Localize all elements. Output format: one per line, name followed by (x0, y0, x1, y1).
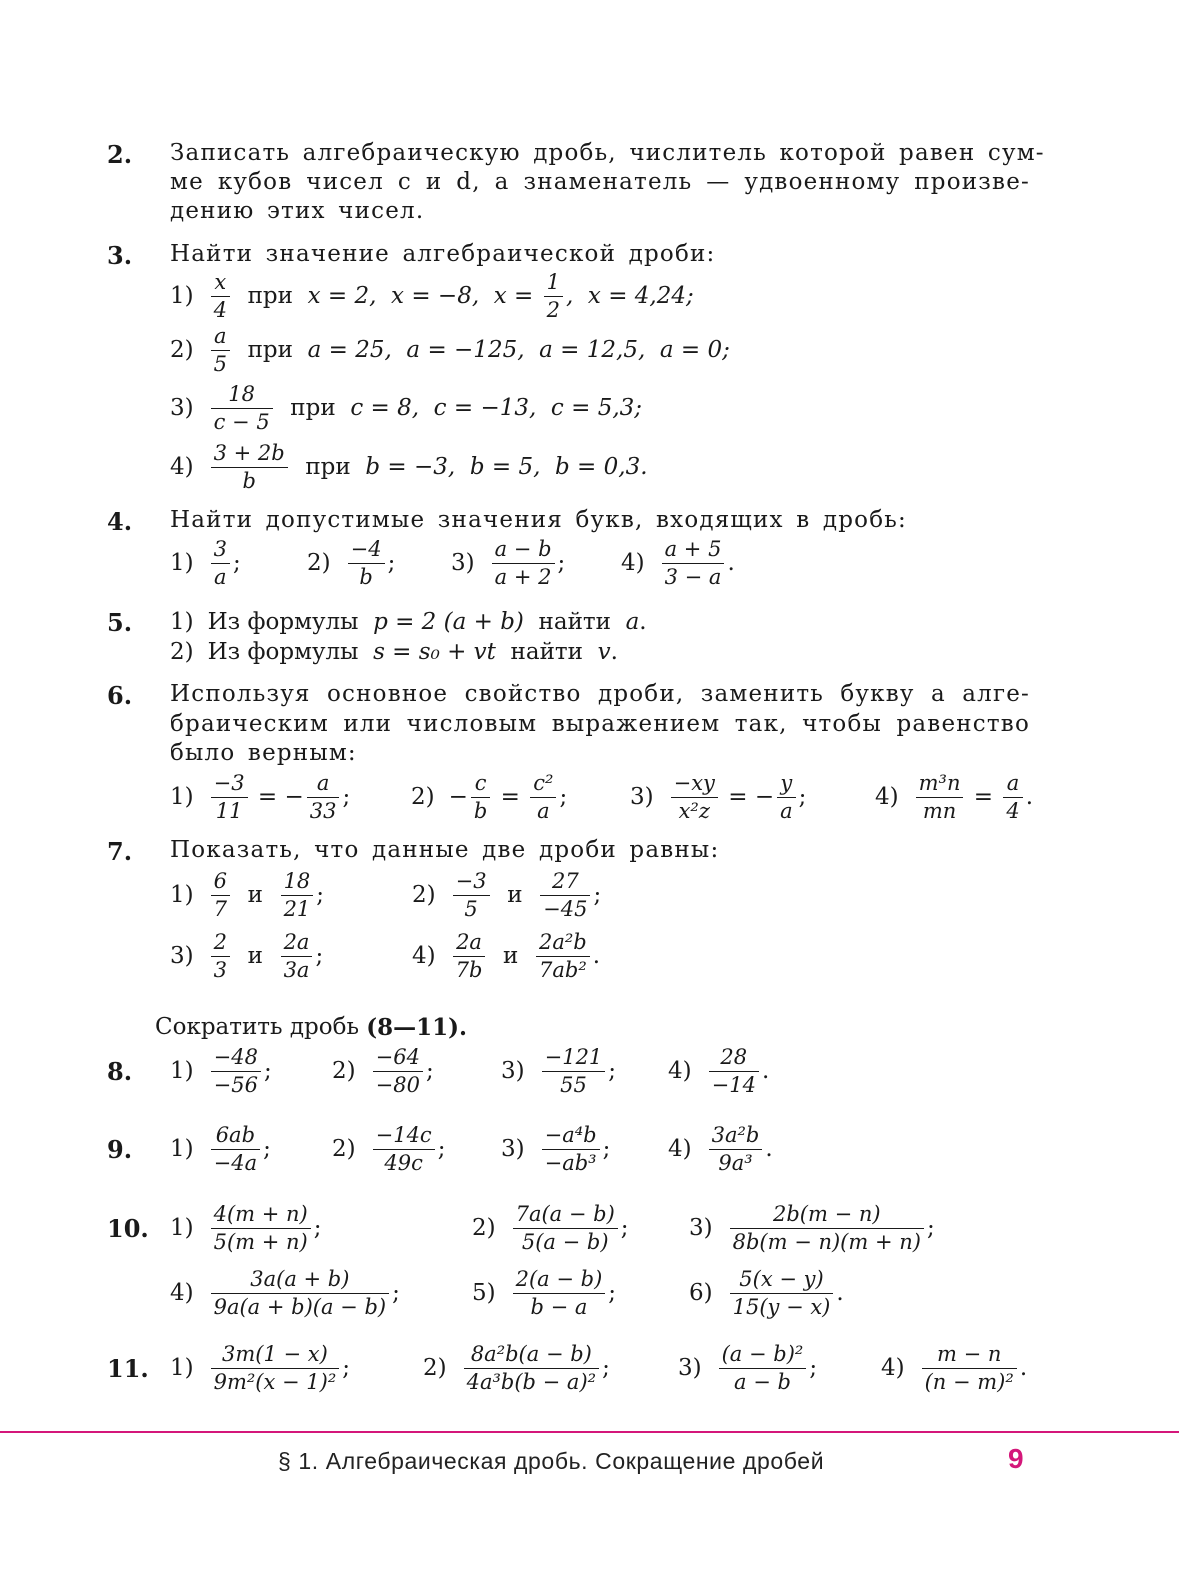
fraction-numerator: 1 (544, 269, 563, 297)
fraction-denominator: −45 (543, 896, 588, 921)
section-heading-text: Сократить дробь (155, 1014, 367, 1040)
problem-number (107, 486, 132, 556)
fraction (453, 929, 486, 984)
fraction-numerator: 8a²b(a − b) (464, 1341, 599, 1369)
fraction-denominator: 9a³ (718, 1150, 753, 1175)
fraction-denominator: −ab³ (544, 1150, 597, 1175)
fraction-numerator: −3 (211, 770, 248, 798)
exercise-item (501, 1036, 616, 1106)
fraction (211, 1044, 261, 1099)
fraction (453, 868, 490, 923)
item-label: 3) (451, 550, 475, 576)
fraction (281, 929, 313, 984)
fraction-denominator: 4 (213, 297, 227, 322)
math-expression: x = 2, x = −8, x = (307, 283, 541, 309)
text-fragment: при (290, 454, 366, 480)
fraction-numerator: 2a (281, 929, 313, 957)
fraction (471, 770, 490, 825)
text-fragment: . (836, 1280, 844, 1306)
text-fragment: . (727, 550, 735, 576)
fraction (922, 1341, 1017, 1396)
fraction-denominator: 3a (283, 957, 310, 982)
exercise-item (875, 762, 1033, 832)
problem-number-label: 4. (107, 506, 133, 536)
exercise-item (411, 762, 567, 832)
item-label: 4) (170, 454, 194, 480)
problem-number (107, 1036, 132, 1106)
fraction-numerator: (a − b)² (719, 1341, 807, 1369)
fraction (211, 536, 230, 591)
item-label: 1) (170, 1136, 194, 1162)
fraction (671, 770, 718, 825)
fraction (542, 1122, 600, 1177)
text-fragment: при (232, 283, 308, 309)
fraction-numerator: m − n (922, 1341, 1017, 1369)
fraction-denominator: 21 (283, 896, 311, 921)
fraction (211, 381, 273, 436)
text-fragment: при (232, 337, 308, 363)
fraction-numerator: 18 (281, 868, 314, 896)
math-expression: = (493, 784, 528, 810)
math-expression: = − (720, 784, 775, 810)
fraction-denominator: b (242, 468, 256, 493)
fraction-numerator: 28 (709, 1044, 759, 1072)
item-label: 3) (689, 1215, 713, 1241)
problem-text: Найти допустимые значения букв, входящих в дробь: (170, 507, 907, 533)
exercise-item (423, 1333, 610, 1403)
text-fragment: ; (593, 882, 602, 908)
text-fragment: ; (315, 943, 324, 969)
exercise-item (678, 1333, 817, 1403)
fraction (662, 536, 725, 591)
fraction (211, 1266, 389, 1321)
fraction (730, 1201, 924, 1256)
fraction-denominator: a (214, 564, 227, 589)
fraction-denominator: −80 (375, 1072, 420, 1097)
fraction-denominator: c − 5 (213, 409, 270, 434)
item-label: 3) (170, 943, 194, 969)
exercise-item (170, 1193, 322, 1263)
item-label: 4) (875, 784, 899, 810)
text-fragment: и (232, 943, 278, 969)
problem-number (107, 220, 132, 290)
problem-text: ме кубов чисел c и d, а знаменатель — удвоенному произве- (170, 169, 1030, 195)
text-fragment: ; (232, 550, 241, 576)
exercise-item (332, 1114, 445, 1184)
fraction-numerator: 6 (211, 868, 230, 896)
fraction-numerator: 5(x − y) (730, 1266, 834, 1294)
fraction-denominator: 9a(a + b)(a − b) (213, 1294, 387, 1319)
fraction-denominator: 11 (215, 798, 243, 823)
fraction-numerator: −a⁴b (542, 1122, 600, 1150)
fraction-numerator: −121 (542, 1044, 606, 1072)
text-fragment: ; (313, 1215, 322, 1241)
problem-text: было верным: (170, 740, 357, 766)
problem-number (107, 1333, 149, 1403)
problem-number (107, 1193, 149, 1263)
exercise-item (170, 1333, 350, 1403)
math-expression: = (966, 784, 1001, 810)
text-fragment: ; (316, 882, 325, 908)
problem-text: Используя основное свойство дроби, заменить букву a алге- (170, 681, 1030, 707)
problem-number (107, 119, 132, 189)
fraction (211, 770, 248, 825)
fraction-numerator: 3a(a + b) (211, 1266, 389, 1294)
section-heading-range: (8—11). (366, 1013, 468, 1041)
fraction (730, 1266, 834, 1321)
fraction-numerator: −xy (671, 770, 718, 798)
text-fragment: . (765, 1136, 773, 1162)
item-label: 5) (472, 1280, 496, 1306)
item-label: 1) (170, 1355, 194, 1381)
exercise-item (170, 617, 618, 687)
fraction (536, 929, 590, 984)
fraction (373, 1044, 423, 1099)
fraction-denominator: 15(y − x) (732, 1294, 831, 1319)
fraction (1003, 770, 1022, 825)
fraction-numerator: 3 (211, 536, 230, 564)
item-label: 3) (501, 1136, 525, 1162)
text-fragment: ; (608, 1058, 617, 1084)
fraction-denominator: 33 (309, 798, 337, 823)
fraction (709, 1122, 763, 1177)
fraction-numerator: 7a(a − b) (513, 1201, 618, 1229)
math-expression: p = 2 (a + b) (373, 609, 524, 635)
item-label: 6) (689, 1280, 713, 1306)
item-label: 1) (170, 609, 194, 635)
item-label: 4) (668, 1136, 692, 1162)
text-fragment: Из формулы (207, 609, 374, 635)
fraction-denominator: 9m²(x − 1)² (213, 1369, 337, 1394)
text-fragment: ; (342, 784, 351, 810)
fraction-numerator: 2 (211, 929, 230, 957)
item-label: 4) (412, 943, 436, 969)
fraction-denominator: 7ab² (539, 957, 587, 982)
fraction (530, 770, 556, 825)
fraction (211, 1341, 340, 1396)
fraction (464, 1341, 599, 1396)
exercise-item (412, 921, 600, 991)
exercise-item (170, 1036, 272, 1106)
text-fragment: ; (602, 1355, 610, 1381)
fraction-numerator: c² (530, 770, 556, 798)
fraction (916, 770, 964, 825)
fraction-numerator: x (211, 269, 230, 297)
text-fragment: ; (263, 1136, 271, 1162)
item-label: 2) (170, 337, 194, 363)
text-fragment: при (275, 395, 351, 421)
fraction-numerator: a (1003, 770, 1022, 798)
exercise-item (472, 1258, 616, 1328)
fraction-numerator: c (471, 770, 490, 798)
text-fragment: . (639, 609, 647, 635)
problem-number (107, 660, 132, 730)
item-label: 3) (170, 395, 194, 421)
problem-text: дению этих чисел. (170, 198, 425, 224)
item-label: 3) (630, 784, 654, 810)
fraction (211, 323, 230, 378)
fraction-denominator: 3 − a (664, 564, 722, 589)
problem-number-label: 5. (107, 607, 133, 637)
problem-number-label: 10. (107, 1213, 149, 1243)
item-label: 2) (332, 1058, 356, 1084)
math-expression: c = 8, c = −13, c = 5,3; (350, 395, 643, 421)
item-label: 2) (332, 1136, 356, 1162)
problem-number (107, 816, 132, 886)
fraction-denominator: b (359, 564, 373, 589)
problem-number-label: 8. (107, 1056, 133, 1086)
fraction-denominator: 5 (213, 351, 227, 376)
exercise-item (170, 1114, 271, 1184)
text-fragment: ; (602, 1136, 611, 1162)
fraction-numerator: a (307, 770, 340, 798)
item-label: 1) (170, 550, 194, 576)
text-fragment: ; (559, 784, 568, 810)
math-expression: − (448, 784, 468, 810)
fraction (211, 868, 230, 923)
item-label: 1) (170, 1215, 194, 1241)
exercise-item (412, 860, 601, 930)
fraction-denominator: 5(a − b) (521, 1229, 609, 1254)
text-fragment: и (492, 882, 538, 908)
fraction-denominator: x²z (678, 798, 710, 823)
text-fragment: ; (608, 1280, 617, 1306)
fraction (281, 868, 314, 923)
text-fragment: . (761, 1058, 770, 1084)
problem-number-label: 2. (107, 139, 133, 169)
text-fragment: и (488, 943, 533, 969)
fraction (211, 929, 230, 984)
problem-text: браическим или числовым выражением так, чтобы равенство (170, 711, 1030, 737)
fraction-denominator: a + 2 (494, 564, 552, 589)
item-label: 3) (678, 1355, 702, 1381)
fraction (307, 770, 340, 825)
item-label: 2) (307, 550, 331, 576)
exercise-item (881, 1333, 1027, 1403)
item-label: 4) (170, 1280, 194, 1306)
math-expression: a = 25, a = −125, a = 12,5, a = 0; (307, 337, 730, 363)
exercise-item (170, 762, 350, 832)
footer-divider (0, 1431, 1179, 1433)
running-footer-title: § 1. Алгебраическая дробь. Сокращение дробей (278, 1448, 825, 1474)
exercise-item (689, 1193, 935, 1263)
problem-text: Показать, что данные две дроби равны: (170, 837, 720, 863)
fraction-denominator: 49c (384, 1150, 423, 1175)
fraction-denominator: mn (922, 798, 957, 823)
exercise-item (668, 1036, 769, 1106)
text-fragment: . (1019, 1355, 1028, 1381)
math-expression: a (625, 609, 640, 635)
fraction-numerator: 4(m + n) (211, 1201, 311, 1229)
item-label: 1) (170, 283, 194, 309)
fraction-denominator: (n − m)² (924, 1369, 1014, 1394)
problem-number (107, 1114, 132, 1184)
fraction (719, 1341, 807, 1396)
item-label: 1) (170, 1058, 194, 1084)
fraction-denominator: a − b (734, 1369, 791, 1394)
text-fragment: и (232, 882, 278, 908)
text-fragment: ; (342, 1355, 351, 1381)
text-fragment: . (610, 639, 618, 665)
fraction-numerator: −14c (373, 1122, 435, 1150)
fraction-numerator: 2(a − b) (513, 1266, 606, 1294)
exercise-item (668, 1114, 773, 1184)
fraction-numerator: a − b (492, 536, 555, 564)
problem-number-label: 7. (107, 836, 133, 866)
exercise-item (472, 1193, 629, 1263)
exercise-item (170, 860, 324, 930)
fraction-denominator: 5 (464, 896, 478, 921)
fraction-numerator: 2b(m − n) (730, 1201, 924, 1229)
math-expression: , x = 4,24; (566, 283, 694, 309)
fraction-denominator: 4 (1006, 798, 1020, 823)
problem-number-label: 11. (107, 1353, 149, 1383)
text-fragment: ; (620, 1215, 629, 1241)
exercise-item (630, 762, 806, 832)
fraction (348, 536, 385, 591)
fraction-denominator: −14 (711, 1072, 756, 1097)
item-label: 4) (881, 1355, 905, 1381)
exercise-item (689, 1258, 844, 1328)
fraction (211, 440, 288, 495)
fraction-denominator: 5(m + n) (213, 1229, 308, 1254)
item-label: 1) (170, 784, 194, 810)
fraction (513, 1266, 606, 1321)
problem-number-label: 3. (107, 240, 133, 270)
fraction-denominator: a (537, 798, 550, 823)
fraction-denominator: a (780, 798, 793, 823)
fraction-numerator: a + 5 (662, 536, 725, 564)
problem-number (107, 587, 132, 657)
text-fragment: ; (437, 1136, 446, 1162)
fraction-denominator: 7 (213, 896, 227, 921)
math-expression: v (597, 639, 611, 665)
text-fragment: Из формулы (207, 639, 374, 665)
fraction-denominator: 7b (455, 957, 483, 982)
fraction-denominator: 55 (560, 1072, 587, 1097)
item-label: 1) (170, 882, 194, 908)
fraction (211, 1122, 260, 1177)
fraction-numerator: m³n (916, 770, 964, 798)
problem-number-label: 9. (107, 1134, 133, 1164)
item-label: 3) (501, 1058, 525, 1084)
item-label: 2) (411, 784, 435, 810)
text-fragment: ; (798, 784, 807, 810)
math-expression: = − (250, 784, 304, 810)
text-fragment: найти (523, 609, 626, 635)
page-number: 9 (1008, 1443, 1024, 1474)
item-label: 2) (170, 639, 194, 665)
fraction-numerator: a (211, 323, 230, 351)
fraction-denominator: b − a (530, 1294, 588, 1319)
text-fragment: ; (926, 1215, 935, 1241)
problem-number-label: 6. (107, 680, 133, 710)
text-fragment: ; (557, 550, 566, 576)
fraction-numerator: 3a²b (709, 1122, 763, 1150)
text-fragment: . (592, 943, 601, 969)
exercise-item (332, 1036, 434, 1106)
fraction (211, 1201, 311, 1256)
exercise-item (170, 432, 648, 502)
fraction-numerator: 2a (453, 929, 486, 957)
fraction-numerator: 3m(1 − x) (211, 1341, 340, 1369)
text-fragment: найти (495, 639, 598, 665)
text-fragment: ; (387, 550, 396, 576)
fraction (540, 868, 590, 923)
fraction-numerator: −64 (373, 1044, 423, 1072)
fraction (373, 1122, 435, 1177)
fraction-numerator: 6ab (211, 1122, 260, 1150)
text-fragment: ; (425, 1058, 434, 1084)
fraction (777, 770, 796, 825)
problem-text: Записать алгебраическую дробь, числитель которой равен сум- (170, 140, 1045, 166)
math-expression: s = s₀ + vt (373, 639, 496, 665)
fraction (492, 536, 555, 591)
fraction-numerator: y (777, 770, 796, 798)
item-label: 2) (412, 882, 436, 908)
fraction (709, 1044, 759, 1099)
text-fragment: ; (263, 1058, 272, 1084)
item-label: 4) (668, 1058, 692, 1084)
fraction-denominator: −4a (213, 1150, 258, 1175)
fraction-numerator: 2a²b (536, 929, 590, 957)
fraction-numerator: 18 (211, 381, 273, 409)
fraction-numerator: 27 (540, 868, 590, 896)
fraction (513, 1201, 618, 1256)
problem-text: Найти значение алгебраической дроби: (170, 241, 716, 267)
fraction-numerator: −48 (211, 1044, 261, 1072)
item-label: 2) (472, 1215, 496, 1241)
fraction-denominator: 8b(m − n)(m + n) (732, 1229, 921, 1254)
fraction-denominator: 2 (546, 297, 560, 322)
text-fragment: ; (392, 1280, 400, 1306)
fraction-denominator: b (473, 798, 488, 823)
text-fragment: . (1025, 784, 1034, 810)
fraction-denominator: 3 (213, 957, 227, 982)
exercise-item (170, 1258, 400, 1328)
fraction (542, 1044, 606, 1099)
fraction-numerator: −3 (453, 868, 490, 896)
exercise-item (170, 921, 323, 991)
item-label: 4) (621, 550, 645, 576)
fraction-denominator: 4a³b(b − a)² (466, 1369, 597, 1394)
fraction-numerator: 3 + 2b (211, 440, 288, 468)
exercise-item (501, 1114, 610, 1184)
fraction-denominator: −56 (213, 1072, 258, 1097)
item-label: 2) (423, 1355, 447, 1381)
fraction-numerator: −4 (348, 536, 385, 564)
math-expression: b = −3, b = 5, b = 0,3. (365, 454, 648, 480)
text-fragment: ; (809, 1355, 818, 1381)
